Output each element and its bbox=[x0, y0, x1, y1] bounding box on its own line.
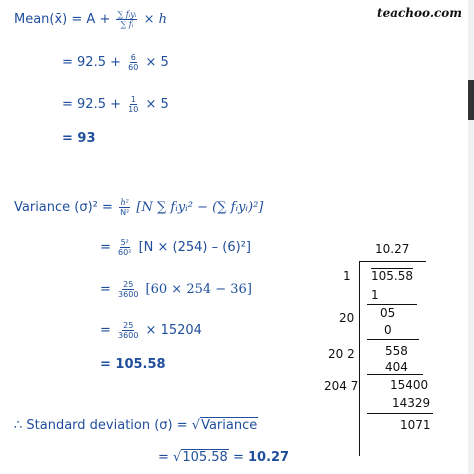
mean-sum-denominator: ∑ fᵢ bbox=[120, 20, 134, 29]
ld-row4-remainder: 15400 bbox=[390, 378, 429, 392]
sd-line2-result: 10.27 bbox=[247, 450, 290, 465]
sd-result-line bbox=[158, 450, 289, 466]
mean-step1-denominator: 60 bbox=[128, 63, 139, 72]
variance-step2-denominator: 3600 bbox=[118, 290, 139, 299]
ld-quotient-line bbox=[360, 261, 426, 262]
variance-result: = 105.58 bbox=[100, 357, 166, 372]
ld-final-remainder: 1071 bbox=[400, 418, 431, 432]
mean-step1-b: × 5 bbox=[145, 55, 169, 70]
ld-divisor-3: 20 2 bbox=[328, 347, 355, 361]
mean-lhs: Mean(x̄) = A + bbox=[14, 12, 111, 27]
sd-line2-radicand: 105.58 bbox=[182, 450, 228, 465]
ld-row1-value: 1 bbox=[371, 288, 379, 302]
mean-step2-a: = 92.5 + bbox=[62, 97, 121, 112]
mean-step1-a: = 92.5 + bbox=[62, 55, 121, 70]
mean-step1-numerator: 6 bbox=[130, 53, 136, 62]
variance-bracket: [N ∑ fᵢyᵢ² − (∑ fᵢyᵢ)²] bbox=[136, 200, 264, 215]
ld-row2-remainder: 05 bbox=[380, 306, 396, 320]
mean-sum-fraction bbox=[116, 10, 137, 29]
variance-step3-rest: × 15204 bbox=[145, 323, 202, 338]
mean-step2-fraction bbox=[127, 95, 139, 114]
variance-step3: = $\frac{25}{3600}$ × 15204 bbox=[100, 321, 202, 340]
variance-h-fraction bbox=[119, 198, 130, 217]
mean-step2-denominator: 10 bbox=[128, 105, 139, 114]
variance-step1-rest: [N × (254) – (6)²] bbox=[138, 240, 251, 255]
variance-h-denominator: N² bbox=[120, 208, 130, 217]
mean-step1 bbox=[62, 53, 169, 72]
mean-times-h: × h bbox=[143, 12, 167, 27]
ld-dividend: 105.58 bbox=[371, 269, 413, 283]
variance-step3-fraction bbox=[117, 321, 139, 340]
ld-quotient: 10.27 bbox=[375, 242, 410, 256]
ld-divisor-2: 20 bbox=[339, 311, 355, 325]
variance-step3-numerator: 25 bbox=[123, 321, 134, 330]
ld-row4-line bbox=[367, 413, 433, 414]
sd-line2-b: = bbox=[228, 450, 248, 465]
variance-step1-numerator: 5² bbox=[120, 238, 129, 247]
sd-formula bbox=[14, 418, 258, 434]
mean-step2 bbox=[62, 95, 169, 114]
variance-formula bbox=[14, 198, 263, 217]
ld-row3-remainder: 558 bbox=[385, 344, 408, 358]
ld-divisor-4: 204 7 bbox=[324, 379, 359, 393]
variance-h-numerator: h² bbox=[120, 198, 129, 207]
variance-step1-denominator: 60² bbox=[118, 248, 132, 257]
mean-step1-fraction bbox=[127, 53, 139, 72]
mean-step2-numerator: 1 bbox=[130, 95, 136, 104]
scrollbar[interactable] bbox=[468, 0, 474, 474]
sd-line1: ∴ Standard deviation (σ) = √ bbox=[14, 418, 201, 433]
scrollbar-thumb[interactable] bbox=[468, 80, 474, 120]
ld-vertical-line bbox=[359, 261, 360, 456]
sd-line1-radicand: Variance bbox=[201, 418, 258, 433]
variance-step2-rest: [60 × 254 − 36] bbox=[145, 282, 252, 297]
variance-step2: = $\frac{25}{3600}$ [60 × 254 − 36] bbox=[100, 280, 252, 299]
variance-step3-denominator: 3600 bbox=[118, 331, 139, 340]
variance-step2-fraction bbox=[117, 280, 139, 299]
mean-sum-numerator: ∑ fᵢyᵢ bbox=[117, 10, 137, 19]
ld-row1-line bbox=[367, 304, 417, 305]
ld-row2-line bbox=[367, 339, 419, 340]
variance-lhs: Variance (σ)² = bbox=[14, 200, 113, 215]
mean-step2-b: × 5 bbox=[145, 97, 169, 112]
ld-row3-line bbox=[367, 374, 423, 375]
ld-divisor-1: 1 bbox=[343, 269, 351, 283]
variance-step1: = $\frac{\text{5²}}{\text{60²}}$ [N × (254) – (6)²] bbox=[100, 238, 251, 257]
teachoo-logo: teachoo.com bbox=[377, 6, 462, 20]
ld-row4-value: 14329 bbox=[392, 396, 431, 410]
mean-formula bbox=[14, 10, 167, 29]
variance-step1-fraction bbox=[117, 238, 132, 257]
ld-row2-value: 0 bbox=[384, 323, 392, 337]
mean-result: = 93 bbox=[62, 131, 96, 146]
ld-row3-value: 404 bbox=[385, 360, 408, 374]
sd-line2-a: = √ bbox=[158, 450, 182, 465]
variance-step2-numerator: 25 bbox=[123, 280, 134, 289]
